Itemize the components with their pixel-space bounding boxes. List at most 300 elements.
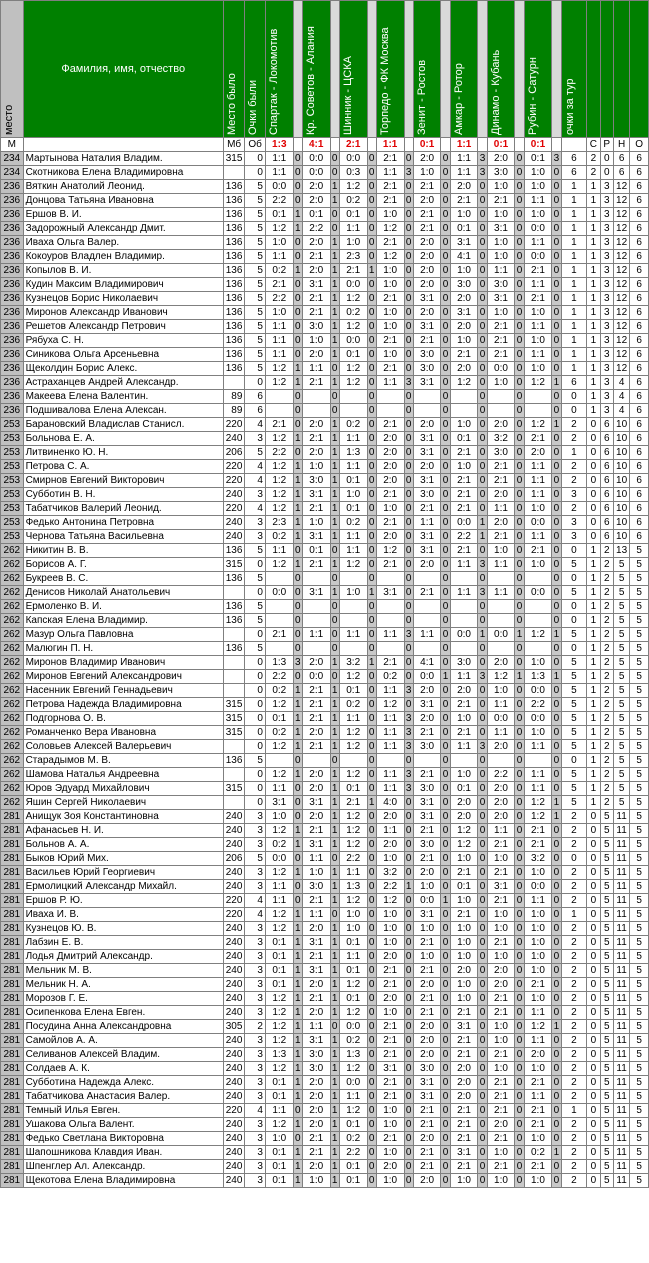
cell-pts-7: 1	[516, 671, 523, 682]
cell-was-place: 220	[223, 894, 245, 908]
cell-pts-3: 0	[368, 685, 375, 696]
cell-pts-3: 0	[368, 699, 375, 710]
cell-pts-5: 0	[442, 797, 449, 808]
table-row	[1, 628, 649, 642]
cell-pts-5: 0	[442, 1049, 449, 1060]
cell-pts-1: 1	[294, 1091, 301, 1102]
cell-score-1: 1:1	[265, 320, 293, 334]
cell-score-2: 3:1	[302, 488, 330, 502]
cell-pts-3: 0	[368, 839, 375, 850]
cell-score-3: 1:1	[339, 950, 367, 964]
cell-pts-3: 1	[368, 587, 375, 598]
cell-score-7: 2:0	[487, 964, 515, 978]
cell-score-1: 0:2	[265, 838, 293, 852]
cell-was-points: 5	[245, 278, 266, 292]
cell-score-6: 1:0	[450, 768, 478, 782]
cell-pts-5: 0	[442, 181, 449, 192]
cell-score-5: 2:1	[413, 964, 441, 978]
cell-pts-7: 0	[516, 321, 523, 332]
cell-o-count: 5	[630, 922, 649, 936]
cell-was-place: 240	[223, 1146, 245, 1160]
cell-score-1: 1:2	[265, 488, 293, 502]
header-row	[1, 1, 649, 138]
cell-pts-1: 1	[294, 699, 301, 710]
cell-score-4: 1:0	[376, 922, 404, 936]
cell-score-3: 1:0	[339, 922, 367, 936]
cell-pts-5: 0	[442, 993, 449, 1004]
cell-pts-1: 1	[294, 559, 301, 570]
cell-o-count: 6	[630, 320, 649, 334]
cell-pts-7: 0	[516, 965, 523, 976]
cell-n-count: 10	[613, 530, 629, 544]
cell-pts-7: 0	[516, 237, 523, 248]
cell-was-points: 3	[245, 1048, 266, 1062]
cell-score-5: 3:1	[413, 292, 441, 306]
cell-pts-7: 0	[516, 811, 523, 822]
cell-was-points: 5	[245, 222, 266, 236]
cell-score-4	[376, 642, 404, 656]
cell-pts-2: 1	[331, 1091, 338, 1102]
cell-pts-7: 0	[516, 587, 523, 598]
cell-pts-7: 0	[516, 1007, 523, 1018]
cell-pts-6: 3	[479, 741, 486, 752]
cell-pts-6: 0	[479, 195, 486, 206]
cell-score-6: 1:0	[450, 208, 478, 222]
cell-pts-8: 0	[553, 825, 560, 836]
cell-pts-4: 0	[405, 475, 412, 486]
table-row	[1, 684, 649, 698]
cell-score-5: 2:0	[413, 978, 441, 992]
cell-name: Петрова Надежда Владимировна	[23, 698, 223, 712]
cell-o-count: 5	[630, 544, 649, 558]
cell-pts-1: 1	[294, 1077, 301, 1088]
cell-place: 236	[1, 278, 24, 292]
cell-score-8: 2:1	[524, 838, 552, 852]
cell-place: 253	[1, 460, 24, 474]
cell-pts-1: 1	[294, 839, 301, 850]
cell-pts-7: 0	[516, 223, 523, 234]
cell-pts-2: 1	[331, 839, 338, 850]
cell-pts-4: 3	[405, 769, 412, 780]
cell-n-count: 12	[613, 334, 629, 348]
cell-pts-6: 0	[479, 265, 486, 276]
cell-score-5: 2:0	[413, 418, 441, 432]
table-row	[1, 614, 649, 628]
cell-n-count: 11	[613, 894, 629, 908]
cell-score-2: 1:1	[302, 908, 330, 922]
cell-pts-8: 0	[553, 293, 560, 304]
cell-score-2: 3:1	[302, 278, 330, 292]
cell-pts-4: 0	[405, 293, 412, 304]
cell-score-1: 1:2	[265, 768, 293, 782]
cell-pts-8: 0	[553, 307, 560, 318]
cell-score-2: 0:1	[302, 208, 330, 222]
cell-score-8: 1:0	[524, 1062, 552, 1076]
cell-tour-points: 1	[561, 278, 587, 292]
cell-score-7: 2:1	[487, 1132, 515, 1146]
cell-was-points: 0	[245, 670, 266, 684]
cell-pts-6: 0	[479, 209, 486, 220]
cell-name: Соловьев Алексей Валерьевич	[23, 740, 223, 754]
cell-score-1: 0:1	[265, 950, 293, 964]
cell-place: 236	[1, 362, 24, 376]
cell-s-count: 0	[587, 1020, 600, 1034]
cell-score-7	[487, 404, 515, 418]
cell-was-place: 220	[223, 502, 245, 516]
cell-pts-4: 0	[405, 1063, 412, 1074]
cell-score-6: 3:0	[450, 278, 478, 292]
cell-s-count: 0	[587, 1146, 600, 1160]
cell-n-count: 11	[613, 810, 629, 824]
cell-score-2: 2:1	[302, 306, 330, 320]
cell-score-4: 2:1	[376, 152, 404, 166]
cell-score-6	[450, 390, 478, 404]
cell-place: 234	[1, 152, 24, 166]
cell-r-count: 2	[600, 754, 613, 768]
header-gap	[404, 1, 413, 138]
cell-s-count: 1	[587, 768, 600, 782]
cell-score-4: 1:0	[376, 264, 404, 278]
cell-name: Быков Юрий Мих.	[23, 852, 223, 866]
cell-o-count: 6	[630, 180, 649, 194]
cell-r-count: 5	[600, 936, 613, 950]
cell-pts-5: 0	[442, 1147, 449, 1158]
cell-pts-7: 0	[516, 559, 523, 570]
cell-score-6: 1:0	[450, 936, 478, 950]
cell-score-5: 2:1	[413, 1104, 441, 1118]
cell-pts-6: 0	[479, 1133, 486, 1144]
cell-score-1: 1:2	[265, 460, 293, 474]
cell-score-4: 2:1	[376, 418, 404, 432]
table-row	[1, 922, 649, 936]
cell-pts-4: 0	[405, 195, 412, 206]
cell-pts-3: 0	[368, 909, 375, 920]
cell-pts-5: 0	[442, 447, 449, 458]
cell-s-count: 0	[587, 502, 600, 516]
cell-score-2: 2:0	[302, 1090, 330, 1104]
cell-score-2: 2:1	[302, 894, 330, 908]
cell-was-place: 240	[223, 992, 245, 1006]
cell-score-7: 1:0	[487, 684, 515, 698]
cell-s-count: 0	[587, 950, 600, 964]
cell-name: Решетов Александр Петрович	[23, 320, 223, 334]
cell-score-6: 1:0	[450, 950, 478, 964]
cell-score-8: 1:0	[524, 1174, 552, 1188]
cell-pts-3: 0	[368, 769, 375, 780]
cell-s-count: 0	[587, 992, 600, 1006]
cell-score-8: 1:0	[524, 334, 552, 348]
table-row	[1, 1146, 649, 1160]
cell-was-points: 5	[245, 754, 266, 768]
cell-name: Анищук Зоя Константиновна	[23, 810, 223, 824]
cell-was-place: 89	[223, 390, 245, 404]
cell-score-2: 3:1	[302, 1034, 330, 1048]
cell-score-1: 0:1	[265, 1076, 293, 1090]
cell-tour-points: 5	[561, 670, 587, 684]
cell-r-count: 5	[600, 894, 613, 908]
cell-was-points: 4	[245, 502, 266, 516]
cell-tour-points: 1	[561, 908, 587, 922]
cell-score-8: 0:1	[524, 152, 552, 166]
cell-place: 262	[1, 628, 24, 642]
cell-pts-1: 1	[294, 531, 301, 542]
cell-pts-3: 0	[368, 475, 375, 486]
cell-score-6: 2:1	[450, 502, 478, 516]
cell-name: Малюгин П. Н.	[23, 642, 223, 656]
cell-score-5: 2:1	[413, 726, 441, 740]
cell-score-5: 0:0	[413, 670, 441, 684]
cell-score-4: 1:0	[376, 936, 404, 950]
cell-s-count: 1	[587, 320, 600, 334]
cell-score-5: 2:1	[413, 824, 441, 838]
cell-place: 236	[1, 222, 24, 236]
cell-pts-5: 0	[442, 335, 449, 346]
cell-n-count: 4	[613, 376, 629, 390]
cell-score-3	[339, 754, 367, 768]
cell-r-count: 5	[600, 824, 613, 838]
table-row	[1, 236, 649, 250]
cell-name: Насенник Евгений Геннадьевич	[23, 684, 223, 698]
cell-o-count: 5	[630, 992, 649, 1006]
cell-pts-3: 0	[368, 1147, 375, 1158]
cell-pts-5: 0	[442, 153, 449, 164]
cell-name: Шамова Наталья Андреевна	[23, 768, 223, 782]
cell-score-4: 1:1	[376, 740, 404, 754]
table-row	[1, 656, 649, 670]
cell-score-1: 1:2	[265, 824, 293, 838]
cell-was-points: 4	[245, 474, 266, 488]
cell-pts-7: 0	[516, 601, 523, 612]
cell-score-8: 0:0	[524, 684, 552, 698]
cell-pts-8: 1	[553, 797, 560, 808]
cell-tour-points: 1	[561, 320, 587, 334]
cell-score-3	[339, 404, 367, 418]
cell-score-2: 0:0	[302, 152, 330, 166]
cell-score-3: 0:2	[339, 698, 367, 712]
cell-name: Донцова Татьяна Ивановна	[23, 194, 223, 208]
cell-pts-3: 0	[368, 433, 375, 444]
cell-tour-points: 0	[561, 390, 587, 404]
cell-pts-6: 0	[479, 223, 486, 234]
cell-score-1: 0:2	[265, 264, 293, 278]
cell-score-4: 1:1	[376, 684, 404, 698]
cell-score-8: 1:1	[524, 782, 552, 796]
cell-was-place: 136	[223, 180, 245, 194]
cell-pts-1: 0	[294, 1133, 301, 1144]
cell-score-8: 2:1	[524, 292, 552, 306]
cell-score-5	[413, 404, 441, 418]
cell-pts-8: 0	[553, 363, 560, 374]
cell-pts-1: 1	[294, 1021, 301, 1032]
cell-o-count: 5	[630, 1006, 649, 1020]
cell-tour-points: 0	[561, 614, 587, 628]
cell-score-4: 2:1	[376, 1034, 404, 1048]
cell-s-count: 1	[587, 782, 600, 796]
cell-pts-4: 0	[405, 321, 412, 332]
cell-pts-5: 0	[442, 867, 449, 878]
cell-pts-6: 0	[479, 699, 486, 710]
cell-score-1: 1:1	[265, 250, 293, 264]
cell-pts-8: 0	[553, 699, 560, 710]
cell-score-1: 2:3	[265, 516, 293, 530]
cell-pts-6: 0	[479, 783, 486, 794]
cell-pts-6: 0	[479, 755, 486, 766]
cell-name: Кузнецов Ю. В.	[23, 922, 223, 936]
cell-score-2: 2:1	[302, 558, 330, 572]
cell-place: 281	[1, 1146, 24, 1160]
cell-o-count: 5	[630, 852, 649, 866]
cell-score-5: 4:1	[413, 656, 441, 670]
cell-pts-7: 0	[516, 713, 523, 724]
cell-tour-points: 5	[561, 740, 587, 754]
cell-pts-5: 0	[442, 629, 449, 640]
cell-score-6: 1:0	[450, 460, 478, 474]
cell-score-8: 1:1	[524, 278, 552, 292]
cell-score-3: 1:3	[339, 446, 367, 460]
cell-score-3: 1:1	[339, 530, 367, 544]
cell-was-points: 5	[245, 600, 266, 614]
cell-o-count: 6	[630, 390, 649, 404]
cell-score-5: 2:1	[413, 992, 441, 1006]
cell-pts-1: 0	[294, 237, 301, 248]
cell-score-5: 2:1	[413, 222, 441, 236]
cell-n-count: 5	[613, 642, 629, 656]
cell-score-4: 1:0	[376, 1104, 404, 1118]
cell-was-points: 3	[245, 1118, 266, 1132]
cell-o-count: 6	[630, 474, 649, 488]
cell-n-count: 10	[613, 474, 629, 488]
cell-s-count: 1	[587, 376, 600, 390]
cell-score-3: 2:2	[339, 852, 367, 866]
cell-score-1: 0:1	[265, 936, 293, 950]
cell-was-points: 0	[245, 152, 266, 166]
cell-score-5	[413, 642, 441, 656]
cell-n-count: 11	[613, 950, 629, 964]
cell-was-points: 5	[245, 852, 266, 866]
cell-score-4: 1:0	[376, 320, 404, 334]
cell-score-7: 2:1	[487, 530, 515, 544]
cell-score-7: 1:0	[487, 1146, 515, 1160]
cell-score-1: 0:2	[265, 530, 293, 544]
cell-place: 281	[1, 978, 24, 992]
cell-was-points: 0	[245, 698, 266, 712]
cell-pts-2: 1	[331, 503, 338, 514]
cell-score-1: 1:1	[265, 880, 293, 894]
header-blank	[587, 1, 600, 138]
cell-score-2: 1:1	[302, 1020, 330, 1034]
cell-o-count: 5	[630, 670, 649, 684]
cell-score-3	[339, 572, 367, 586]
cell-pts-7: 0	[516, 1119, 523, 1130]
cell-score-3: 0:2	[339, 306, 367, 320]
cell-pts-2: 1	[331, 587, 338, 598]
cell-score-1: 1:2	[265, 222, 293, 236]
table-row	[1, 474, 649, 488]
cell-pts-1: 1	[294, 769, 301, 780]
cell-pts-1: 1	[294, 727, 301, 738]
cell-name: Никитин В. В.	[23, 544, 223, 558]
cell-score-3: 0:2	[339, 1132, 367, 1146]
cell-pts-4: 0	[405, 461, 412, 472]
cell-score-7: 1:1	[487, 824, 515, 838]
cell-r-count: 3	[600, 404, 613, 418]
cell-r-count: 6	[600, 446, 613, 460]
cell-o-count: 5	[630, 712, 649, 726]
cell-score-3	[339, 642, 367, 656]
cell-score-6: 2:0	[450, 362, 478, 376]
cell-pts-7: 0	[516, 909, 523, 920]
cell-was-points: 3	[245, 866, 266, 880]
cell-pts-2: 1	[331, 433, 338, 444]
cell-pts-3: 0	[368, 377, 375, 388]
cell-score-2	[302, 390, 330, 404]
table-row	[1, 362, 649, 376]
cell-score-3: 1:1	[339, 432, 367, 446]
cell-score-7	[487, 600, 515, 614]
header-match-3: Шинник - ЦСКА	[339, 1, 367, 138]
cell-tour-points: 0	[561, 572, 587, 586]
cell-tour-points: 2	[561, 936, 587, 950]
table-row	[1, 1062, 649, 1076]
header-gap	[515, 1, 524, 138]
cell-pts-3: 0	[368, 293, 375, 304]
cell-s-count: 1	[587, 614, 600, 628]
cell-score-4: 2:2	[376, 880, 404, 894]
cell-n-count: 5	[613, 600, 629, 614]
cell-pts-6: 0	[479, 237, 486, 248]
cell-score-2: 2:0	[302, 1006, 330, 1020]
cell-score-5: 2:1	[413, 586, 441, 600]
cell-name: Васильев Юрий Георгиевич	[23, 866, 223, 880]
cell-score-7: 1:0	[487, 208, 515, 222]
cell-pts-3: 0	[368, 671, 375, 682]
cell-score-3: 3:2	[339, 656, 367, 670]
cell-o-count: 6	[630, 278, 649, 292]
cell-pts-7: 0	[516, 1133, 523, 1144]
cell-s-count: 0	[587, 964, 600, 978]
cell-pts-2: 1	[331, 713, 338, 724]
cell-was-place: 240	[223, 488, 245, 502]
cell-place: 262	[1, 544, 24, 558]
cell-s-count: 0	[587, 1090, 600, 1104]
cell-score-2: 2:1	[302, 950, 330, 964]
table-row	[1, 824, 649, 838]
cell-score-3: 2:1	[339, 796, 367, 810]
cell-score-5: 2:0	[413, 194, 441, 208]
cell-was-place: 136	[223, 348, 245, 362]
cell-score-3: 0:0	[339, 1020, 367, 1034]
cell-tour-points: 2	[561, 1076, 587, 1090]
cell-place: 281	[1, 1062, 24, 1076]
cell-score-5: 3:1	[413, 810, 441, 824]
cell-pts-2: 1	[331, 741, 338, 752]
cell-o-count: 6	[630, 194, 649, 208]
cell-score-3: 0:1	[339, 684, 367, 698]
cell-was-points: 0	[245, 796, 266, 810]
cell-score-1: 1:1	[265, 544, 293, 558]
cell-score-6: 2:1	[450, 348, 478, 362]
cell-o-count: 5	[630, 880, 649, 894]
cell-s-count: 1	[587, 390, 600, 404]
cell-was-points: 3	[245, 1006, 266, 1020]
cell-pts-6: 0	[479, 769, 486, 780]
cell-pts-8: 1	[553, 419, 560, 430]
cell-score-6: 1:0	[450, 894, 478, 908]
cell-tour-points: 2	[561, 964, 587, 978]
cell-pts-6: 0	[479, 1035, 486, 1046]
cell-r-count: 5	[600, 838, 613, 852]
cell-score-4: 2:1	[376, 978, 404, 992]
